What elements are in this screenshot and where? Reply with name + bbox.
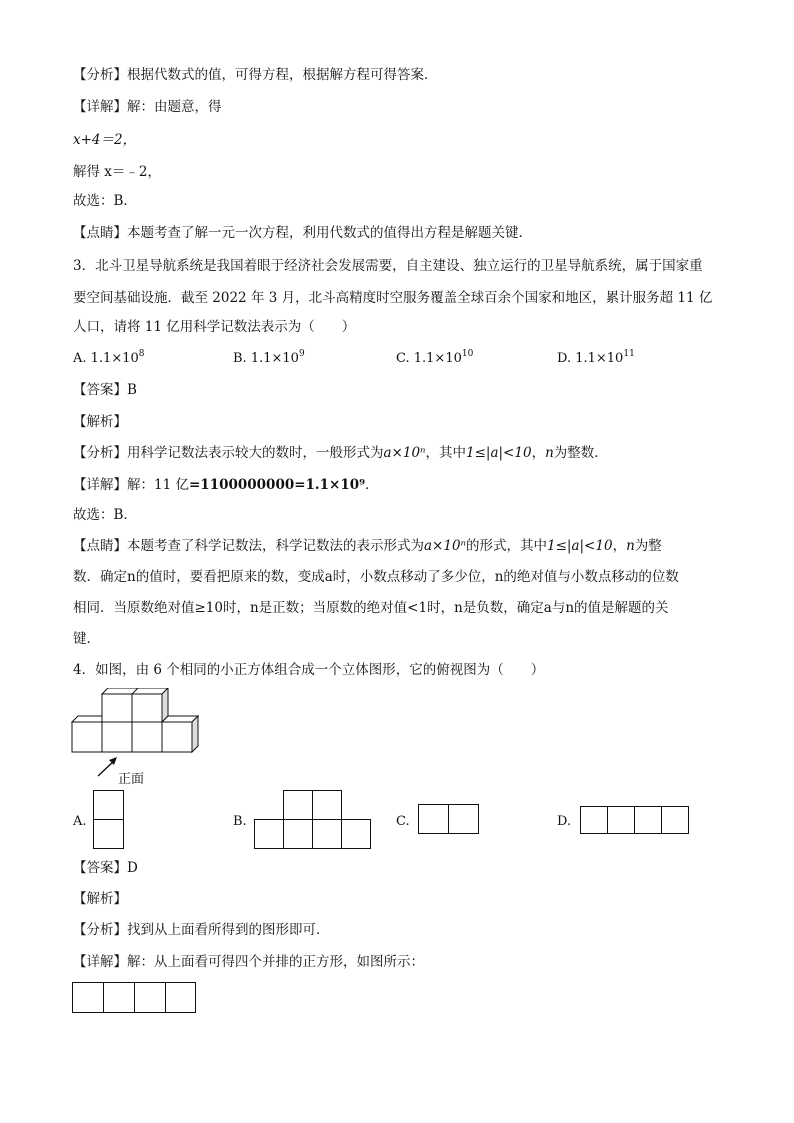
- q3-answer: 【答案】B: [73, 382, 137, 398]
- q3-option-c: C. $1.1\times 10^{10}$: [396, 349, 474, 366]
- option-b-square: [254, 819, 284, 849]
- solution-line: 解得 x＝﹣2，: [73, 164, 161, 180]
- q3-option-b: B. $1.1\times 10^9$: [233, 349, 305, 366]
- detail-line: 【详解】解：由题意，得: [73, 99, 222, 115]
- answer-square: [72, 982, 104, 1013]
- q3-comment-4: 键．: [73, 631, 100, 647]
- analysis-line: 【分析】根据代数式的值，可得方程，根据解方程可得答案．: [73, 67, 438, 83]
- cube-bottom-1: [72, 722, 102, 752]
- choice-line: 故选：B．: [73, 193, 137, 209]
- q3-option-a: A. $1.1\times 10^8$: [73, 349, 145, 366]
- q4-detail: 【详解】解：从上面看可得四个并排的正方形，如图所示：: [73, 954, 424, 970]
- cube-bottom-2: [102, 722, 132, 752]
- q3-text-1: 3．北斗卫星导航系统是我国着眼于经济社会发展需要，自主建设、独立运行的卫星导航系统，属于国家重: [73, 258, 703, 274]
- q3-detail: 【详解】解：11 亿=1100000000=1.1×10⁹．: [73, 477, 379, 493]
- q4-answer: 【答案】D: [73, 860, 138, 876]
- answer-square: [165, 982, 196, 1013]
- q4-option-c-label: C.: [396, 814, 410, 829]
- q3-analysis: 【分析】用科学记数法表示较大的数时，一般形式为a×10ⁿ，其中1≤|a|<10，n为整数．: [73, 445, 608, 461]
- option-d-square: [661, 806, 689, 834]
- option-b-square: [312, 790, 342, 820]
- cube-top-1: [102, 694, 132, 722]
- q3-comment-1: 【点睛】本题考查了科学记数法，科学记数法的表示形式为a×10ⁿ的形式，其中1≤|a|<10，n为整: [73, 538, 662, 554]
- option-b-square: [283, 819, 313, 849]
- option-c-square: [448, 804, 479, 834]
- cube-figure: [70, 688, 210, 754]
- q3-choice: 故选：B．: [73, 507, 137, 523]
- cube-bottom-3: [132, 722, 162, 752]
- q3-comment-3: 相同．当原数绝对值≥10时，n是正数；当原数的绝对值<1时，n是负数，确定a与n的值是解题的关: [73, 600, 669, 616]
- option-b-square: [283, 790, 313, 820]
- front-label: 正面: [118, 772, 145, 787]
- option-d-square: [580, 806, 608, 834]
- q4-analysis: 【分析】找到从上面看所得到的图形即可．: [73, 922, 330, 938]
- answer-square: [103, 982, 135, 1013]
- answer-square: [134, 982, 166, 1013]
- option-d-square: [634, 806, 662, 834]
- option-d-square: [607, 806, 635, 834]
- q3-comment-2: 数．确定n的值时，要看把原来的数，变成a时，小数点移动了多少位，n的绝对值与小数点移动的位数: [73, 569, 679, 585]
- q4-explain: 【解析】: [73, 891, 127, 907]
- option-c-square: [418, 804, 449, 834]
- cube-bottom-4: [162, 722, 192, 752]
- equation-line: x+4＝2，: [73, 132, 137, 148]
- option-b-square: [312, 819, 342, 849]
- q4-option-d-label: D.: [557, 814, 572, 829]
- q3-explain: 【解析】: [73, 414, 127, 430]
- q4-option-b-label: B.: [233, 814, 247, 829]
- q3-text-2: 要空间基础设施．截至 2022 年 3 月，北斗高精度时空服务覆盖全球百余个国家和地区，累计服务超 11 亿: [73, 290, 713, 306]
- q3-text-3: 人口，请将 11 亿用科学记数法表示为（ ）: [73, 319, 356, 335]
- cube-top-2: [132, 694, 162, 722]
- q3-option-d: D. $1.1\times 10^{11}$: [557, 349, 635, 366]
- option-b-square: [341, 819, 371, 849]
- q4-text: 4．如图，由 6 个相同的小正方体组合成一个立体图形，它的俯视图为（ ）: [73, 662, 545, 678]
- option-a-square: [93, 790, 124, 820]
- option-a-square: [93, 819, 124, 849]
- comment-line: 【点睛】本题考查了解一元一次方程，利用代数式的值得出方程是解题关键．: [73, 225, 532, 241]
- q4-option-a-label: A.: [73, 814, 87, 829]
